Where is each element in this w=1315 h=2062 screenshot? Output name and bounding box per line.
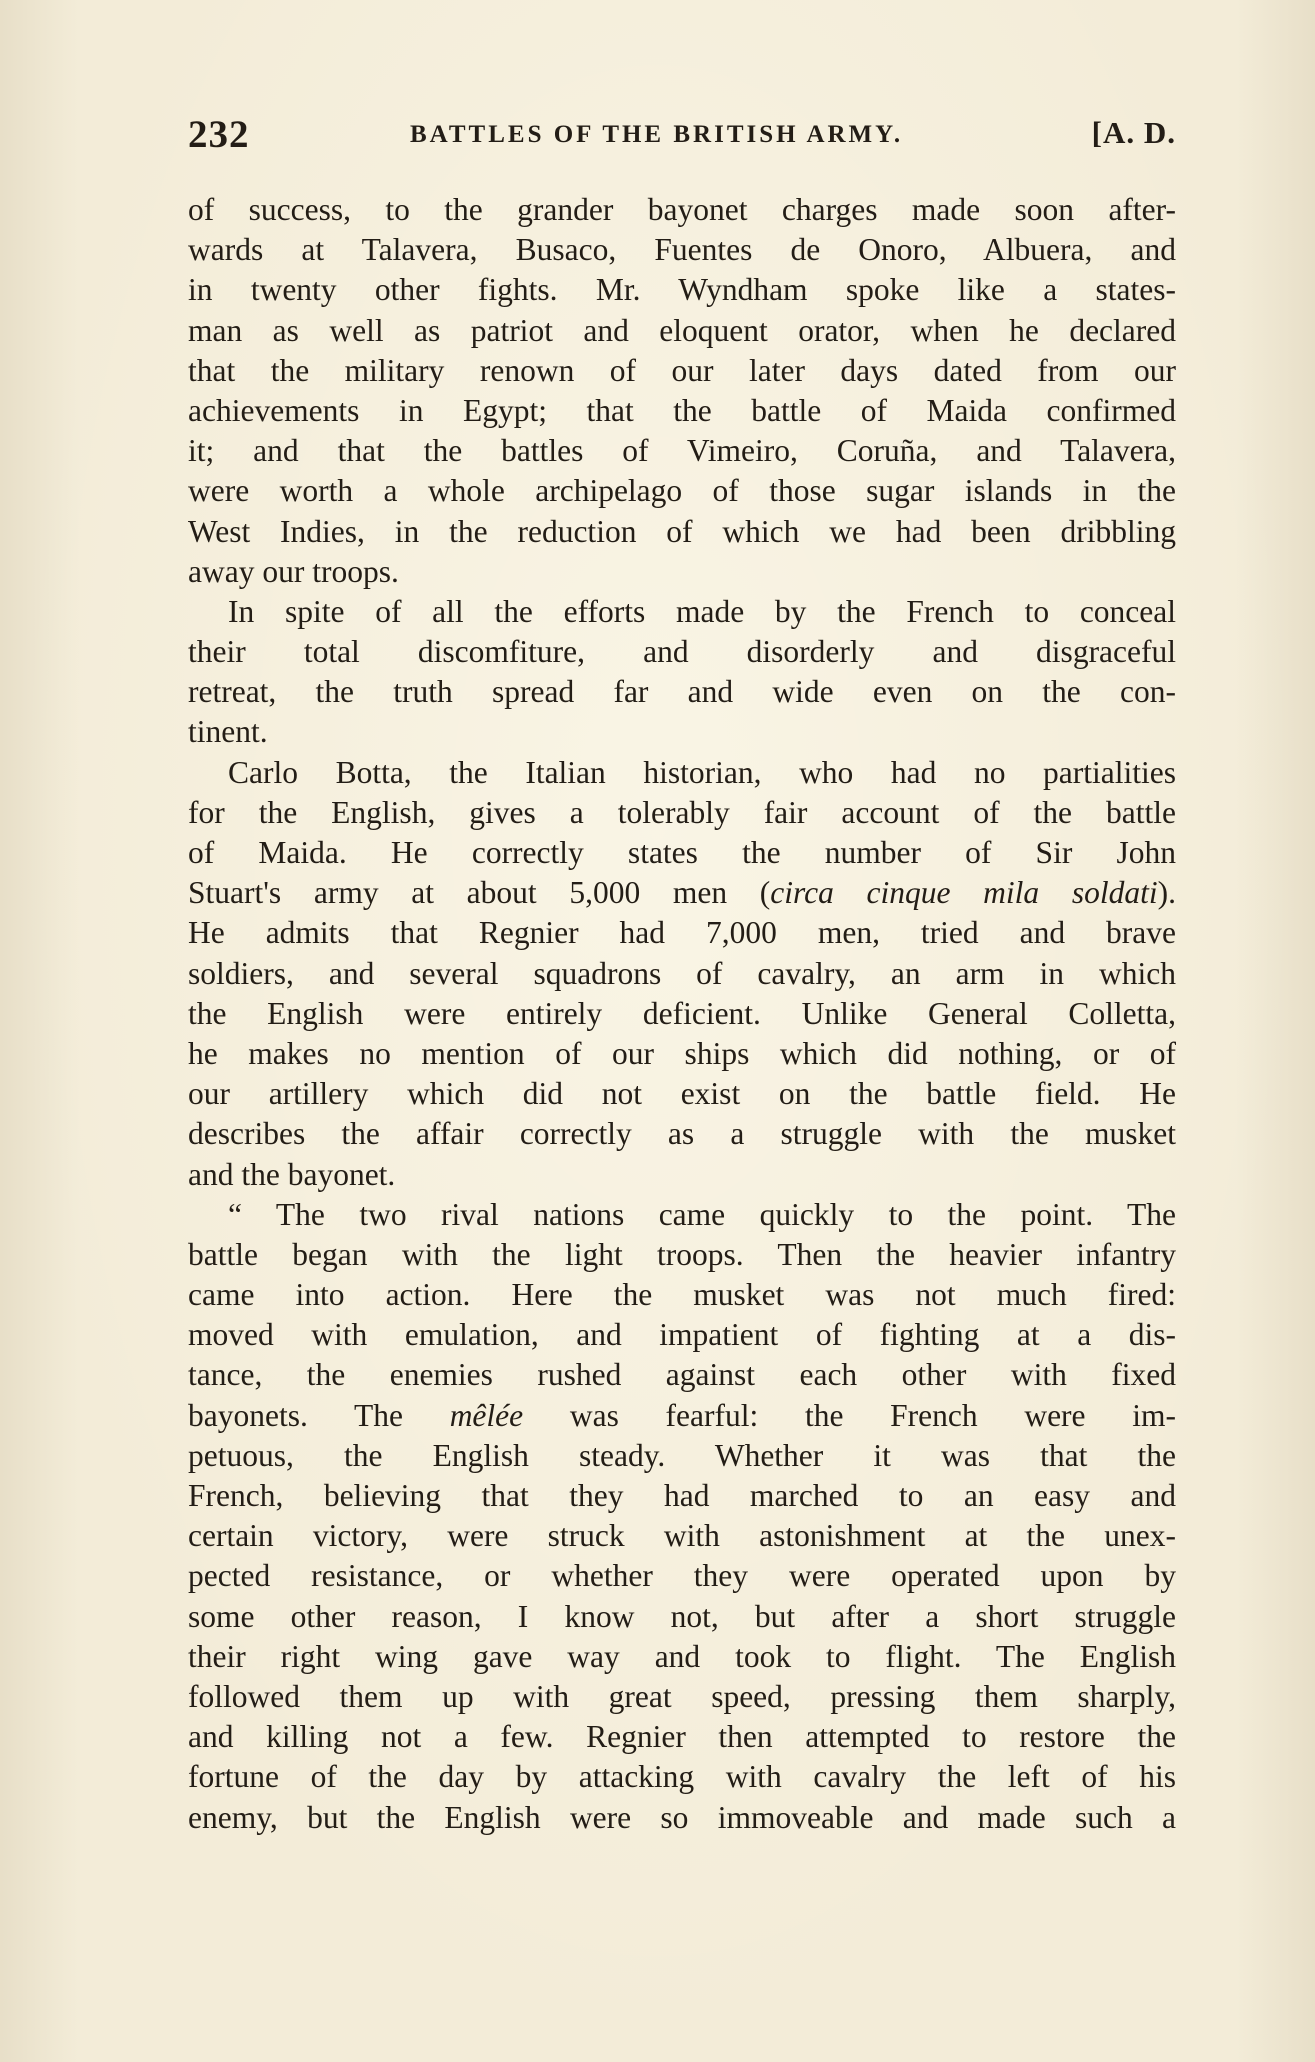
text-line: away our troops. <box>188 553 399 589</box>
text-line: enemy, but the English were so immoveable and made such a <box>188 1799 1176 1835</box>
text-line: our artillery which did not exist on the battle field. He <box>188 1076 1176 1112</box>
text-line: it; and that the battles of Vimeiro, Coruña, and Talavera, <box>188 433 1176 469</box>
text-line: achievements in Egypt; that the battle of Maida confirmed <box>188 392 1176 428</box>
text-line: man as well as patriot and eloquent orator, when he declared <box>188 312 1176 348</box>
text-line: retreat, the truth spread far and wide even on the con- <box>188 674 1176 710</box>
text-line: moved with emulation, and impatient of fighting at a dis- <box>188 1317 1176 1353</box>
text-line: tance, the enemies rushed against each other with fixed <box>188 1357 1176 1393</box>
text-line: describes the affair correctly as a struggle with the musket <box>188 1116 1176 1152</box>
text-line: Carlo Botta, the Italian historian, who had no partialities <box>228 754 1176 790</box>
text-line: of success, to the grander bayonet charges made soon after- <box>188 192 1176 227</box>
text-line: for the English, gives a tolerably fair account of the battle <box>188 794 1176 830</box>
text-line: Stuart's army at about 5,000 men (circa cinque mila soldati). <box>188 875 1176 911</box>
page-number: 232 <box>188 113 250 156</box>
italic-phrase: mêlée <box>449 1397 524 1433</box>
text-line: He admits that Regnier had 7,000 men, tried and brave <box>188 915 1176 951</box>
text-line: In spite of all the efforts made by the French to conceal <box>228 593 1176 629</box>
text-line: French, believing that they had marched to an easy and <box>188 1478 1176 1513</box>
text-line: some other reason, I know not, but after a short struggle <box>188 1598 1176 1634</box>
text-line: West Indies, in the reduction of which we had been dribbling <box>188 513 1176 549</box>
running-title: BATTLES OF THE BRITISH ARMY. <box>410 121 904 148</box>
text-line: tinent. <box>188 714 268 750</box>
text-line: followed them up with great speed, pressing them sharply, <box>188 1678 1176 1714</box>
text-line: wards at Talavera, Busaco, Fuentes de Onoro, Albuera, and <box>188 232 1176 268</box>
text-line: and the bayonet. <box>188 1156 396 1192</box>
text-line: their right wing gave way and took to flight. The English <box>188 1638 1176 1674</box>
text-line: he makes no mention of our ships which did nothing, or of <box>188 1035 1176 1071</box>
text-line: came into action. Here the musket was not much fired: <box>188 1277 1176 1313</box>
text-line: certain victory, were struck with astonishment at the unex- <box>188 1518 1176 1554</box>
italic-phrase: circa cinque mila soldati <box>770 875 1158 911</box>
text-line: petuous, the English steady. Whether it was that the <box>188 1437 1176 1473</box>
text-line: soldiers, and several squadrons of cavalry, an arm in which <box>188 955 1176 991</box>
text-line: the English were entirely deficient. Unlike General Colletta, <box>188 995 1176 1031</box>
running-header <box>188 112 1176 160</box>
text-line: their total discomfiture, and disorderly and disgraceful <box>188 634 1176 670</box>
text-line: battle began with the light troops. Then the heavier infantry <box>188 1236 1176 1272</box>
text-line: fortune of the day by attacking with cavalry the left of his <box>188 1759 1176 1795</box>
text-line: that the military renown of our later days dated from our <box>188 352 1176 388</box>
text-line: in twenty other fights. Mr. Wyndham spoke like a states- <box>188 272 1176 308</box>
running-date: [A. D. <box>1091 115 1176 150</box>
text-line: of Maida. He correctly states the number of Sir John <box>188 835 1176 870</box>
text-line: pected resistance, or whether they were operated upon by <box>188 1558 1176 1594</box>
text-line: bayonets. The mêlée was fearful: the French were im- <box>188 1397 1176 1433</box>
body-text <box>188 190 1176 1838</box>
text-line: and killing not a few. Regnier then attempted to restore the <box>188 1719 1176 1755</box>
text-line: were worth a whole archipelago of those sugar islands in the <box>188 473 1176 509</box>
text-line: “ The two rival nations came quickly to the point. The <box>228 1196 1176 1232</box>
